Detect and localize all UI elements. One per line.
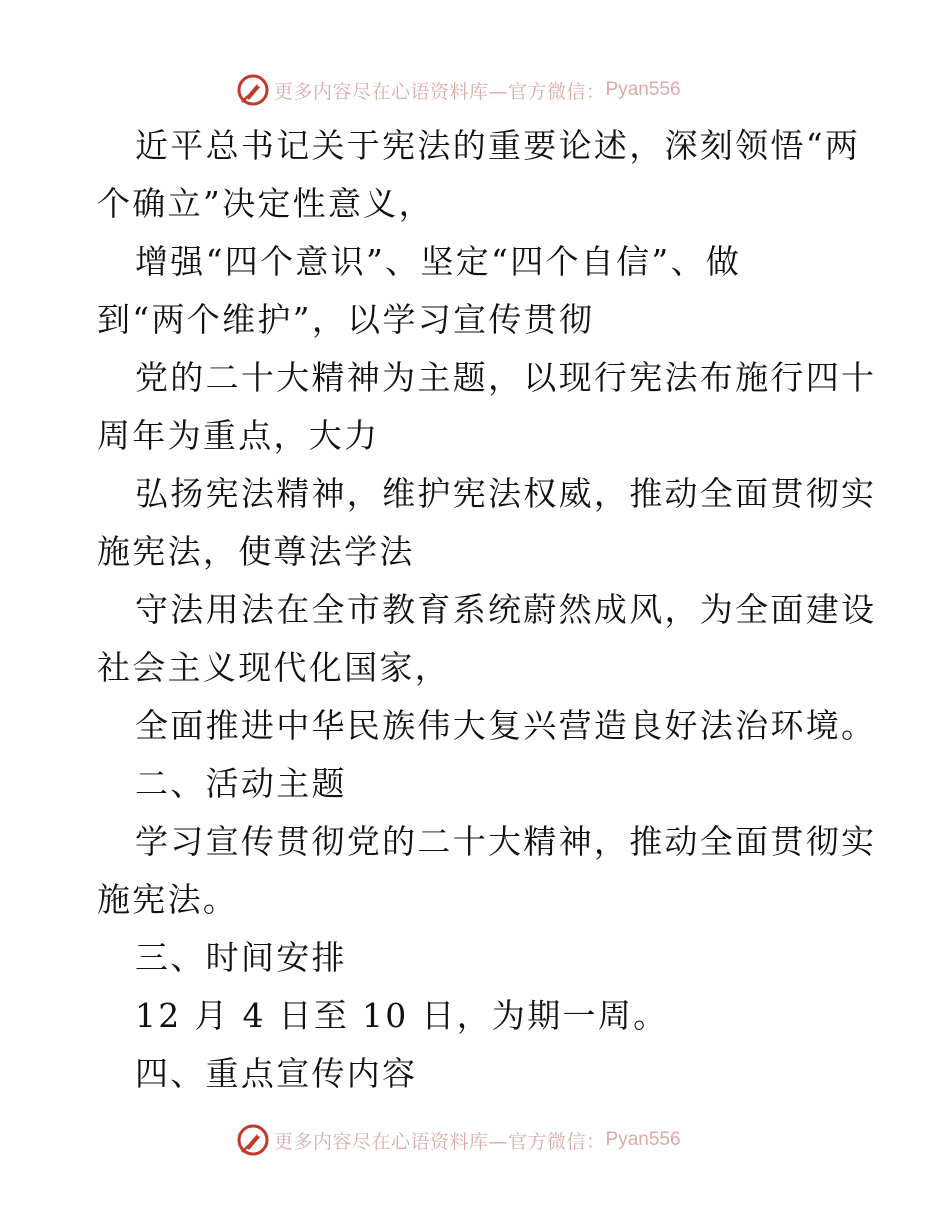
watermark-text: 更多内容尽在心语资料库—官方微信： xyxy=(274,1130,606,1153)
body-line: 到“两个维护”，以学习宣传贯彻 xyxy=(97,300,595,339)
body-line: 12 月 4 日至 10 日，为期一周。 xyxy=(135,996,669,1035)
section-heading-content: 四、重点宣传内容 xyxy=(135,1054,418,1093)
body-line: 个确立”决定性意义， xyxy=(97,184,434,223)
body-line: 弘扬宪法精神，维护宪法权威，推动全面贯彻实 xyxy=(135,474,877,513)
pen-nib-logo-icon xyxy=(236,1123,270,1157)
watermark-text: 更多内容尽在心语资料库—官方微信： xyxy=(274,80,606,103)
body-line: 党的二十大精神为主题，以现行宪法布施行四十 xyxy=(135,358,877,397)
section-heading-theme: 二、活动主题 xyxy=(135,764,347,803)
watermark-wechat-id: Pyan556 xyxy=(605,1129,681,1150)
body-line: 全面推进中华民族伟大复兴营造良好法治环境。 xyxy=(135,706,877,745)
body-line: 守法用法在全市教育系统蔚然成风，为全面建设 xyxy=(135,590,877,629)
body-line: 周年为重点，大力 xyxy=(97,416,380,455)
body-line: 近平总书记关于宪法的重要论述，深刻领悟“两 xyxy=(135,126,861,165)
body-line: 学习宣传贯彻党的二十大精神，推动全面贯彻实 xyxy=(135,822,877,861)
body-line: 增强“四个意识”、坚定“四个自信”、做 xyxy=(135,242,742,281)
body-line: 社会主义现代化国家， xyxy=(97,648,450,687)
footer-watermark xyxy=(236,1122,681,1158)
body-line: 施宪法，使尊法学法 xyxy=(97,532,415,571)
watermark-wechat-id: Pyan556 xyxy=(605,79,681,100)
body-line: 施宪法。 xyxy=(97,880,239,919)
section-heading-schedule: 三、时间安排 xyxy=(135,938,347,977)
